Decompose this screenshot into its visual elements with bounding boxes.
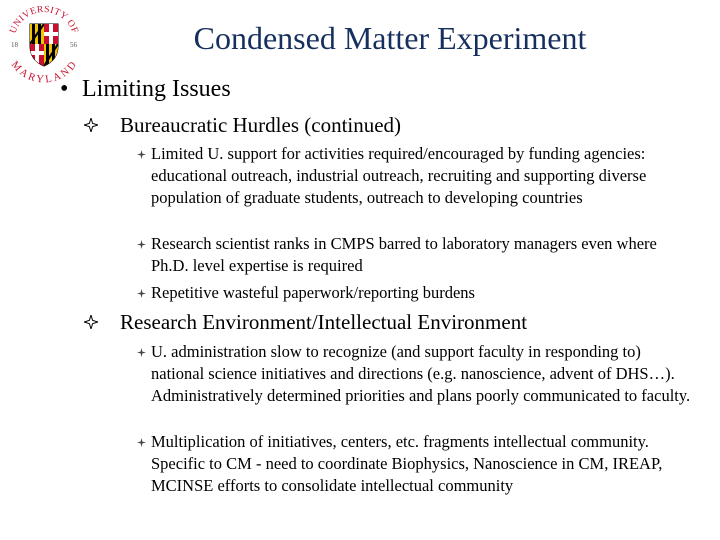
list-item-text: U. administration slow to recognize (and support faculty in responding to) national science initiatives and directions (e.g. nanoscience, advent of DHS…). Administratively determined priorities and plans poorly communicated to faculty. — [151, 342, 691, 405]
round-bullet-icon: • — [60, 76, 69, 102]
university-seal-logo — [2, 0, 86, 84]
list-item-text: Limited U. support for activities required/encouraged by funding agencies: educational outreach, industrial outreach, recruiting and supporting diverse population of graduate students, outreach to developing countries — [151, 144, 647, 207]
small-asterisk-star-icon — [137, 240, 146, 249]
maryland-flag-shield — [30, 24, 58, 66]
main-bullet — [60, 76, 231, 103]
section-label: Bureaucratic Hurdles (continued) — [120, 113, 402, 137]
small-asterisk-star-icon — [137, 289, 146, 298]
small-asterisk-star-icon — [137, 348, 146, 357]
seal-top-text: UNIVERSITY OF — [8, 4, 80, 36]
small-asterisk-star-icon — [137, 150, 146, 159]
list-item-text: Research scientist ranks in CMPS barred to laboratory managers even where Ph.D. level expertise is required — [151, 234, 657, 275]
four-point-star-outline-icon — [84, 118, 98, 132]
seal-year-right: 56 — [70, 41, 77, 49]
list-item-text: Repetitive wasteful paperwork/reporting burdens — [151, 283, 475, 302]
seal-year-left: 18 — [11, 41, 18, 49]
four-point-star-outline-icon — [84, 315, 98, 329]
main-heading: Limiting Issues — [82, 76, 231, 102]
slide-title: Condensed Matter Experiment — [193, 20, 587, 56]
seal-bottom-text: MARYLAND — [8, 59, 80, 84]
list-item-text: Multiplication of initiatives, centers, etc. fragments intellectual community. Specific to CM - need to coordinate Biophysics, Nanoscience in CM, IREAP, MCINSE efforts to consolidate intellectual community — [151, 432, 663, 495]
small-asterisk-star-icon — [137, 438, 146, 447]
section-label: Research Environment/Intellectual Environment — [120, 310, 528, 334]
